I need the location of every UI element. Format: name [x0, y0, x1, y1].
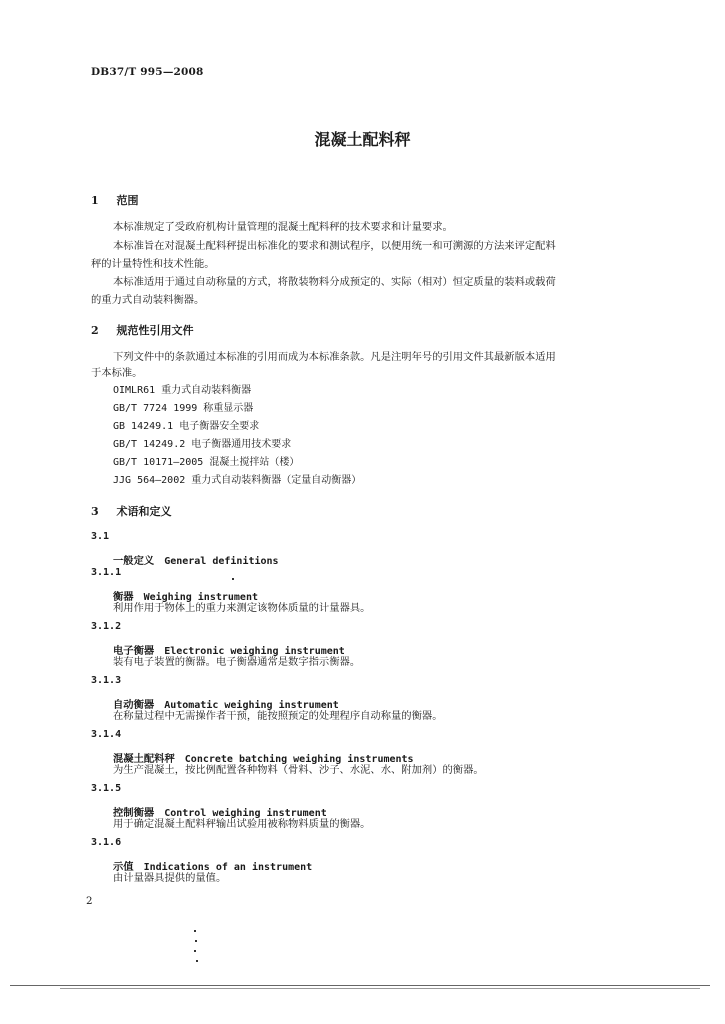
term-number: 3.1	[91, 531, 110, 542]
page-number: 2	[86, 895, 93, 907]
section-1-para-2-line-2: 秤的计量特性和技术性能。	[91, 258, 215, 270]
term-english: Automatic weighing instrument	[164, 700, 339, 711]
term-english: General definitions	[164, 556, 279, 567]
term-chinese: 电子衡器	[113, 645, 155, 657]
term-heading	[113, 549, 279, 568]
term-english: Control weighing instrument	[164, 808, 327, 819]
term-english: Concrete batching weighing instruments	[184, 754, 414, 765]
reference-item: JJG 564—2002 重力式自动装料衡器（定量自动衡器）	[113, 475, 362, 486]
section-1-para-3-line-1: 本标准适用于通过自动称量的方式，将散装物料分成预定的、实际（相对）恒定质量的装料或载荷	[113, 276, 556, 288]
scan-artifact-line	[10, 985, 710, 986]
section-1-title: 范围	[116, 194, 139, 207]
reference-item: GB/T 14249.2 电子衡器通用技术要求	[113, 439, 292, 450]
section-3-number: 3	[91, 505, 99, 518]
section-3-heading	[91, 503, 172, 519]
term-chinese: 混凝土配料秤	[113, 753, 175, 765]
term-definition: 利用作用于物体上的重力来测定该物体质量的计量器具。	[113, 602, 371, 614]
scan-artifact-line	[60, 988, 700, 989]
reference-item: GB/T 10171—2005 混凝土搅拌站（楼）	[113, 457, 300, 468]
section-1-para-1: 本标准规定了受政府机构计量管理的混凝土配料秤的技术要求和计量要求。	[113, 221, 453, 233]
reference-item: GB 14249.1 电子衡器安全要求	[113, 421, 260, 432]
term-definition: 装有电子装置的衡器。电子衡器通常是数字指示衡器。	[113, 656, 361, 668]
term-chinese: 示值	[113, 861, 134, 873]
term-chinese: 自动衡器	[113, 699, 155, 711]
term-number: 3.1.2	[91, 621, 122, 632]
section-3-title: 术语和定义	[116, 505, 172, 518]
term-chinese: 控制衡器	[113, 807, 155, 819]
term-english: Electronic weighing instrument	[164, 646, 345, 657]
term-definition: 在称量过程中无需操作者干预，能按照预定的处理程序自动称量的衡器。	[113, 710, 443, 722]
term-number: 3.1.1	[91, 567, 122, 578]
standard-code: DB37/T 995—2008	[91, 66, 204, 78]
term-number: 3.1.3	[91, 675, 122, 686]
term-number: 3.1.4	[91, 729, 122, 740]
section-1-heading	[91, 192, 139, 208]
section-1-para-2-line-1: 本标准旨在对混凝土配料秤提出标准化的要求和测试程序，以便用统一和可溯源的方法来评定配料	[113, 240, 556, 252]
section-1-para-3-line-2: 的重力式自动装料衡器。	[91, 294, 205, 306]
section-2-para-1-line-2: 于本标准。	[91, 367, 143, 379]
term-chinese: 衡器	[113, 591, 134, 603]
section-2-para-1-line-1: 下列文件中的条款通过本标准的引用而成为本标准条款。凡是注明年号的引用文件其最新版本适用	[113, 351, 556, 363]
section-2-number: 2	[91, 324, 99, 337]
term-definition: 为生产混凝土，按比例配置各种物料（骨料、沙子、水泥、水、附加剂）的衡器。	[113, 764, 484, 776]
term-definition: 由计量器具提供的量值。	[113, 872, 227, 884]
term-chinese: 一般定义	[113, 555, 155, 567]
term-number: 3.1.5	[91, 783, 122, 794]
reference-item: GB/T 7724 1999 称重显示器	[113, 403, 254, 414]
term-definition: 用于确定混凝土配料秤输出试验用被称物料质量的衡器。	[113, 818, 371, 830]
section-1-number: 1	[91, 194, 99, 207]
term-english: Indications of an instrument	[143, 862, 313, 873]
term-english: Weighing instrument	[143, 592, 258, 603]
section-2-title: 规范性引用文件	[116, 324, 194, 337]
document-title: 混凝土配料秤	[314, 130, 411, 149]
term-number: 3.1.6	[91, 837, 122, 848]
reference-item: OIMLR61 重力式自动装料衡器	[113, 385, 252, 396]
section-2-heading	[91, 322, 194, 338]
